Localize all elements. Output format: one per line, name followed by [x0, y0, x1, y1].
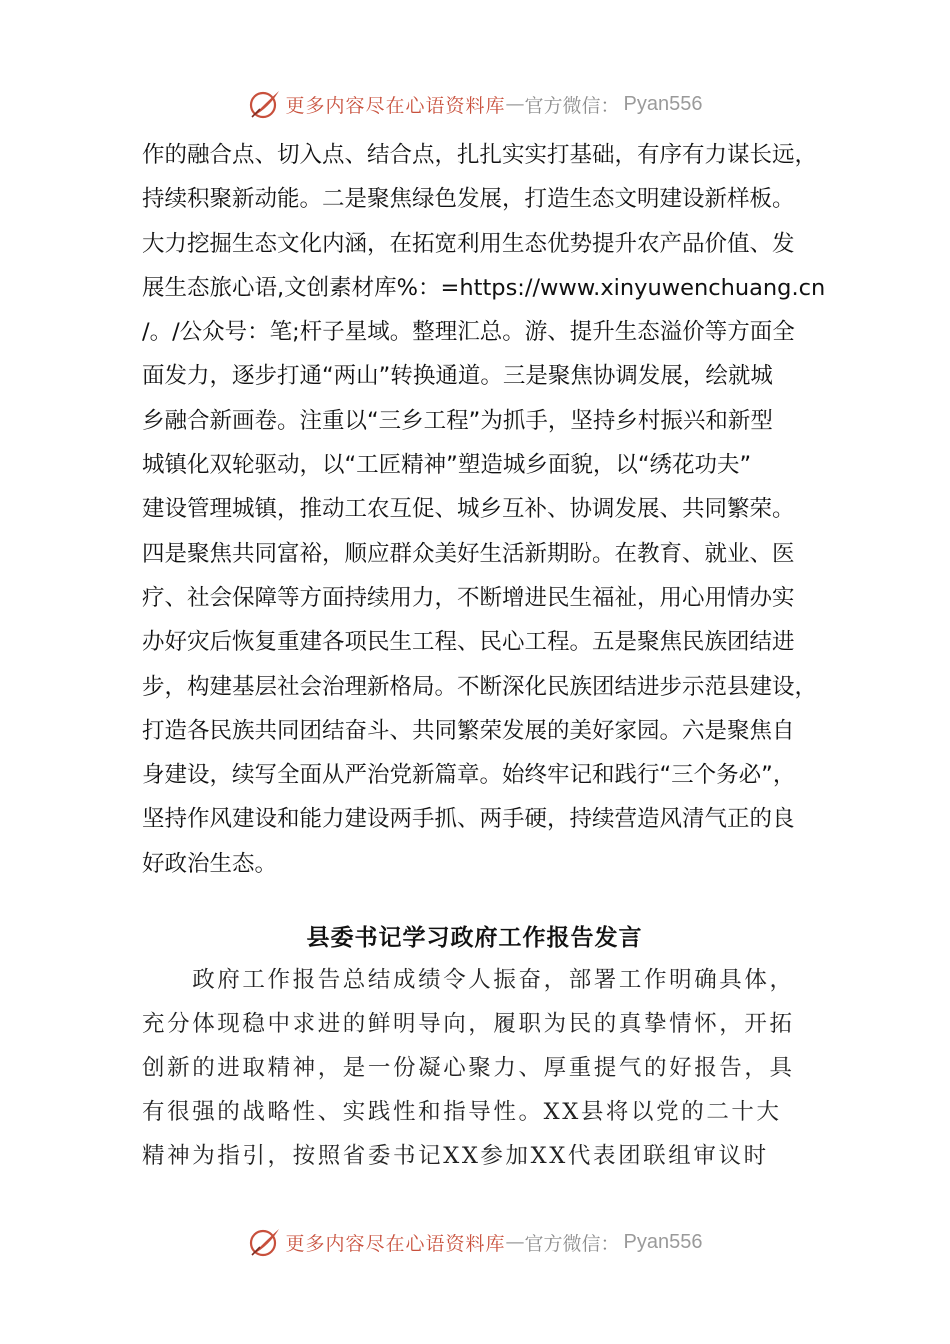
body-line: 大力挖掘生态文化内涵，在拓宽利用生态优势提升农产品价值、发: [142, 230, 795, 257]
body-line: /。/公众号：笔;杆子星域。整理汇总。游、提升生态溢价等方面全: [142, 319, 795, 346]
body-line: 好政治生态。: [142, 850, 278, 877]
watermark-footer: [0, 1222, 950, 1262]
speech-line: 精神为指引，按照省委书记XX参加XX代表团联组审议时: [142, 1143, 769, 1169]
quill-logo-icon: [248, 1225, 282, 1259]
watermark-wechat-id: Pyan556: [623, 1230, 703, 1253]
body-line: 办好灾后恢复重建各项民生工程、民心工程。五是聚焦民族团结进: [142, 629, 795, 656]
watermark-label: 官方微信：: [524, 94, 620, 117]
body-line: 面发力，逐步打通“两山”转换通道。三是聚焦协调发展，绘就城: [142, 363, 773, 390]
speech-line: 政府工作报告总结成绩令人振奋，部署工作明确具体，: [142, 967, 795, 993]
body-line: 展生态旅心语,文创素材库%：=https://www.xinyuwenchuang.cn: [142, 274, 826, 301]
speech-line: 充分体现稳中求进的鲜明导向，履职为民的真挚情怀，开拓: [142, 1011, 795, 1037]
body-line: 乡融合新画卷。注重以“三乡工程”为抓手，坚持乡村振兴和新型: [142, 407, 773, 434]
watermark-separator: —: [505, 93, 525, 115]
speech-line: 有很强的战略性、实践性和指导性。XX县将以党的二十大: [142, 1099, 782, 1125]
quill-logo-icon: [248, 87, 282, 121]
body-line: 疗、社会保障等方面持续用力，不断增进民生福祉，用心用情办实: [142, 584, 795, 611]
watermark-separator: —: [505, 1231, 525, 1253]
body-line: 作的融合点、切入点、结合点，扎扎实实打基础，有序有力谋长远，: [142, 142, 818, 168]
body-line: 持续积聚新动能。二是聚焦绿色发展，打造生态文明建设新样板。: [142, 186, 795, 213]
body-line: 建设管理城镇，推动工农互促、城乡互补、协调发展、共同繁荣。: [142, 496, 795, 523]
body-paragraph: [142, 133, 826, 886]
body-line: 四是聚焦共同富裕，顺应群众美好生活新期盼。在教育、就业、医: [142, 540, 795, 567]
speech-paragraph: [142, 958, 812, 1178]
section-title: 县委书记学习政府工作报告发言: [306, 924, 643, 951]
watermark-text: 更多内容尽在心语资料库: [285, 1232, 506, 1255]
body-line: 城镇化双轮驱动，以“工匠精神”塑造城乡面貌，以“绣花功夫”: [142, 452, 752, 479]
body-line: 身建设，续写全面从严治党新篇章。始终牢记和践行“三个务必”，: [142, 762, 796, 789]
speech-line: 创新的进取精神，是一份凝心聚力、厚重提气的好报告，具: [142, 1055, 795, 1081]
watermark-wechat-id: Pyan556: [623, 92, 703, 115]
watermark-text: 更多内容尽在心语资料库: [285, 94, 506, 117]
body-line: 步，构建基层社会治理新格局。不断深化民族团结进步示范县建设，: [142, 673, 818, 700]
body-line: 坚持作风建设和能力建设两手抓、两手硬，持续营造风清气正的良: [142, 806, 795, 833]
watermark-header: [0, 84, 950, 124]
body-line: 打造各民族共同团结奋斗、共同繁荣发展的美好家园。六是聚焦自: [142, 717, 795, 744]
watermark-label: 官方微信：: [524, 1232, 620, 1255]
